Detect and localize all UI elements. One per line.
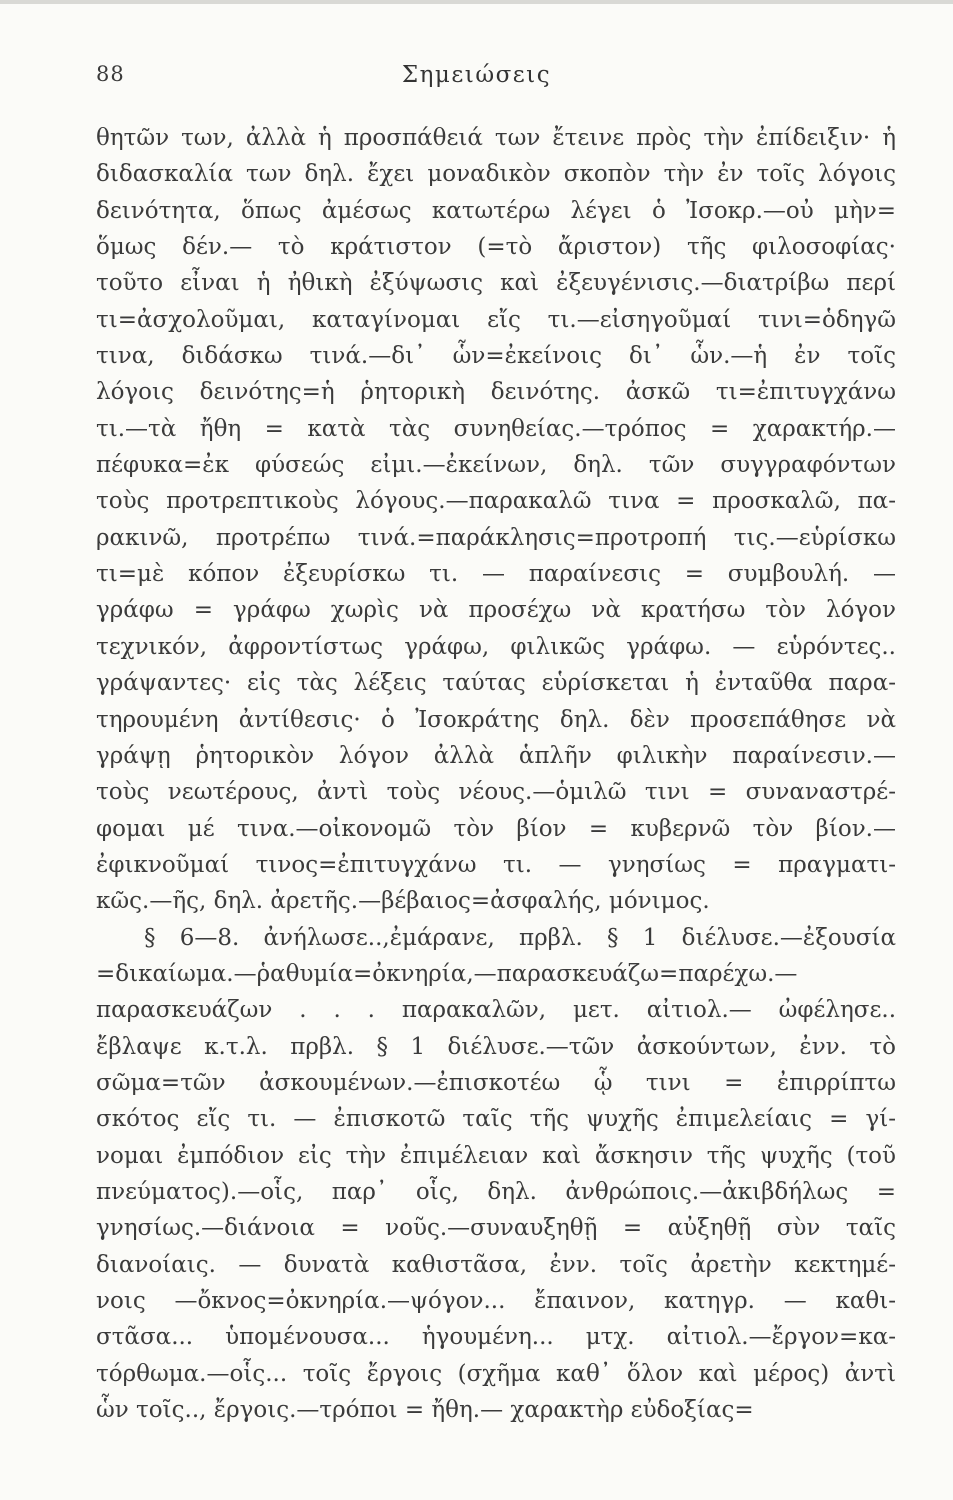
- text-line: τοὺς νεωτέρους, ἀντὶ τοὺς νέους.—ὁμιλῶ τινι = συναναστρέ-: [96, 779, 896, 806]
- text-line: τόρθωμα.—οἷς... τοῖς ἔργοις (σχῆμα καθ᾽ ὅλον καὶ μέρος) ἀντὶ: [96, 1360, 896, 1387]
- text-line: γράψῃ ῥητορικὸν λόγον ἀλλὰ ἁπλῆν φιλικὴν παραίνεσιν.—: [96, 742, 896, 769]
- text-line: τι=ἀσχολοῦμαι, καταγίνομαι εἴς τι.—εἰσηγοῦμαί τινι=ὁδηγῶ: [96, 306, 896, 333]
- page-number: 88: [96, 62, 125, 86]
- text-line: νοις —ὄκνος=ὀκνηρία.—ψόγον... ἔπαινον, κατηγρ. — καθι-: [96, 1288, 896, 1314]
- text-line: νομαι ἐμπόδιον εἰς τὴν ἐπιμέλειαν καὶ ἄσκησιν τῆς ψυχῆς (τοῦ: [96, 1142, 896, 1169]
- page-header: [0, 62, 953, 98]
- text-line: τηρουμένη ἀντίθεσις· ὁ Ἰσοκράτης δηλ. δὲν προσεπάθησε νὰ: [96, 706, 896, 733]
- text-line: ἐφικνοῦμαί τινος=ἐπιτυγχάνω τι. — γνησίως = πραγματι-: [96, 851, 896, 878]
- text-line: στᾶσα... ὑπομένουσα... ἡγουμένη... μτχ. αἰτιολ.—ἔργον=κα-: [96, 1324, 896, 1351]
- text-line: παρασκευάζων . . . παρακαλῶν, μετ. αἰτιολ.— ὠφέλησε..: [96, 997, 896, 1024]
- text-line: =δικαίωμα.—ῥαθυμία=ὀκνηρία,—παρασκευάζω=παρέχω.—: [96, 960, 798, 987]
- text-line: γράψαντες· εἰς τὰς λέξεις ταύτας εὑρίσκεται ἡ ἐνταῦθα παρα-: [96, 670, 896, 697]
- text-line: πέφυκα=ἐκ φύσεώς εἰμι.—ἐκείνων, δηλ. τῶν συγγραφόντων: [96, 452, 896, 479]
- text-line: φομαι μέ τινα.—οἰκονομῶ τὸν βίον = κυβερνῶ τὸν βίον.—: [96, 815, 896, 842]
- text-line: δεινότητα, ὅπως ἀμέσως κατωτέρω λέγει ὁ Ἰσοκρ.—οὐ μὴν=: [96, 197, 896, 224]
- notes-text-body: [96, 120, 896, 1428]
- text-line: τοὺς προτρεπτικοὺς λόγους.—παρακαλῶ τινα = προσκαλῶ, πα-: [96, 488, 896, 515]
- text-line: πνεύματος).—οἷς, παρ᾽ οἷς, δηλ. ἀνθρώποις.—ἀκιβδήλως =: [96, 1178, 896, 1205]
- text-line: ἔβλαψε κ.τ.λ. πρβλ. § 1 διέλυσε.—τῶν ἀσκούντων, ἐνν. τὸ: [96, 1033, 896, 1060]
- text-line: λόγοις δεινότης=ἡ ῥητορικὴ δεινότης. ἀσκῶ τι=ἐπιτυγχάνω: [96, 379, 896, 406]
- text-line: § 6—8. ἀνήλωσε..,ἐμάρανε, πρβλ. § 1 διέλυσε.—ἐξουσία: [144, 924, 896, 951]
- text-line: σκότος εἴς τι. — ἐπισκοτῶ ταῖς τῆς ψυχῆς ἐπιμελείαις = γί-: [96, 1106, 896, 1133]
- text-line: θητῶν των, ἀλλὰ ἡ προσπάθειά των ἔτεινε πρὸς τὴν ἐπίδειξιν· ἡ: [96, 125, 896, 151]
- text-line: διανοίαις. — δυνατὰ καθιστᾶσα, ἐνν. τοῖς ἀρετὴν κεκτημέ-: [96, 1251, 896, 1278]
- text-line: γνησίως.—διάνοια = νοῦς.—συναυξηθῇ = αὐξηθῇ σὺν ταῖς: [96, 1215, 896, 1242]
- text-line: σῶμα=τῶν ἀσκουμένων.—ἐπισκοτέω ᾧ τινι = ἐπιρρίπτω: [96, 1069, 896, 1096]
- text-line: ρακινῶ, προτρέπω τινά.=παράκλησις=προτροπή τις.—εὑρίσκω: [96, 524, 896, 551]
- text-line: τι.—τὰ ἤθη = κατὰ τὰς συνηθείας.—τρόπος = χαρακτήρ.—: [96, 415, 896, 442]
- text-line: κῶς.—ῆς, δηλ. ἀρετῆς.—βέβαιος=ἀσφαλής, μόνιμος.: [96, 888, 710, 915]
- text-line: τινα, διδάσκω τινά.—δι᾽ ὧν=ἐκείνοις δι᾽ ὧν.—ἡ ἐν τοῖς: [96, 343, 896, 370]
- text-line: τοῦτο εἶναι ἡ ἠθικὴ ἐξύψωσις καὶ ἐξευγένισις.—διατρίβω περί: [96, 270, 896, 297]
- text-line: τεχνικόν, ἀφροντίστως γράφω, φιλικῶς γράφω. — εὑρόντες..: [96, 633, 896, 660]
- text-line: διδασκαλία των δηλ. ἔχει μοναδικὸν σκοπὸν τὴν ἐν τοῖς λόγοις: [96, 161, 896, 188]
- text-line: γράφω = γράφω χωρὶς νὰ προσέχω νὰ κρατήσω τὸν λόγον: [96, 597, 896, 624]
- text-line: ὅμως δέν.— τὸ κράτιστον (=τὸ ἄριστον) τῆς φιλοσοφίας·: [96, 234, 896, 261]
- running-head: Σημειώσεις: [401, 62, 552, 88]
- text-line: τι=μὲ κόπον ἐξευρίσκω τι. — παραίνεσις = συμβουλή. —: [96, 561, 896, 588]
- text-line: ὧν τοῖς.., ἔργοις.—τρόποι = ἤθη.— χαρακτὴρ εὐδοξίας=: [96, 1397, 754, 1424]
- page-top-edge: [0, 0, 953, 4]
